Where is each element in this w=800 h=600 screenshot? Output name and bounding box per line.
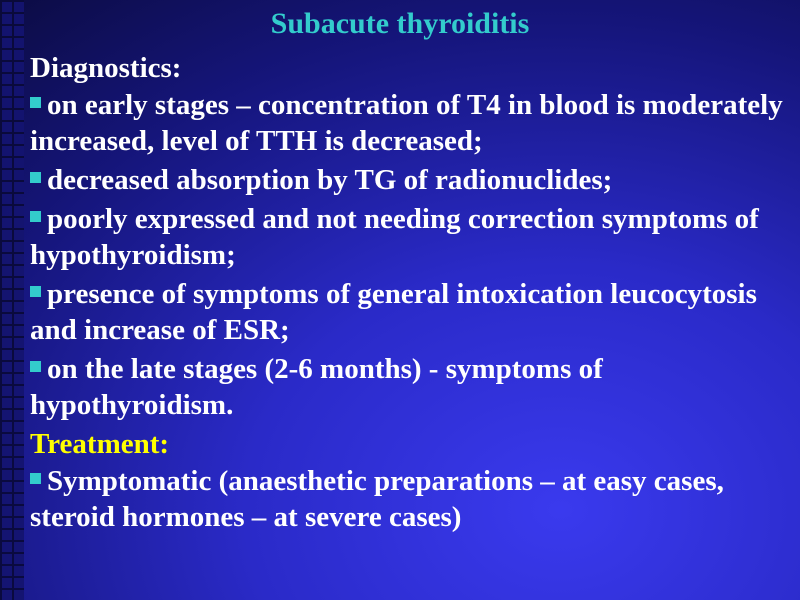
square-bullet-icon <box>30 473 41 484</box>
decorative-grid-strip <box>0 0 24 600</box>
diagnostics-item <box>30 87 790 159</box>
treatment-item-text: Symptomatic (anaesthetic preparations – at easy cases, steroid hormones – at severe cases) <box>30 465 724 533</box>
square-bullet-icon <box>30 211 41 222</box>
slide-content <box>30 50 790 538</box>
slide-title: Subacute thyroiditis <box>270 7 530 40</box>
diagnostics-item <box>30 276 790 348</box>
square-bullet-icon <box>30 286 41 297</box>
diagnostics-item <box>30 201 790 273</box>
diagnostics-heading: Diagnostics: <box>30 52 182 84</box>
diagnostics-item-text: presence of symptoms of general intoxication leucocytosis and increase of ESR; <box>30 278 757 346</box>
diagnostics-item-text: decreased absorption by TG of radionuclides; <box>47 164 613 196</box>
treatment-heading: Treatment: <box>30 428 170 460</box>
square-bullet-icon <box>30 172 41 183</box>
diagnostics-item <box>30 351 790 423</box>
diagnostics-item <box>30 162 790 198</box>
diagnostics-item-text: on the late stages (2-6 months) - symptoms of hypothyroidism. <box>30 353 603 421</box>
square-bullet-icon <box>30 361 41 372</box>
diagnostics-item-text: poorly expressed and not needing correction symptoms of hypothyroidism; <box>30 203 759 271</box>
treatment-item <box>30 463 790 535</box>
square-bullet-icon <box>30 97 41 108</box>
diagnostics-item-text: on early stages – concentration of T4 in blood is moderately increased, level of TTH is decreased; <box>30 89 783 157</box>
